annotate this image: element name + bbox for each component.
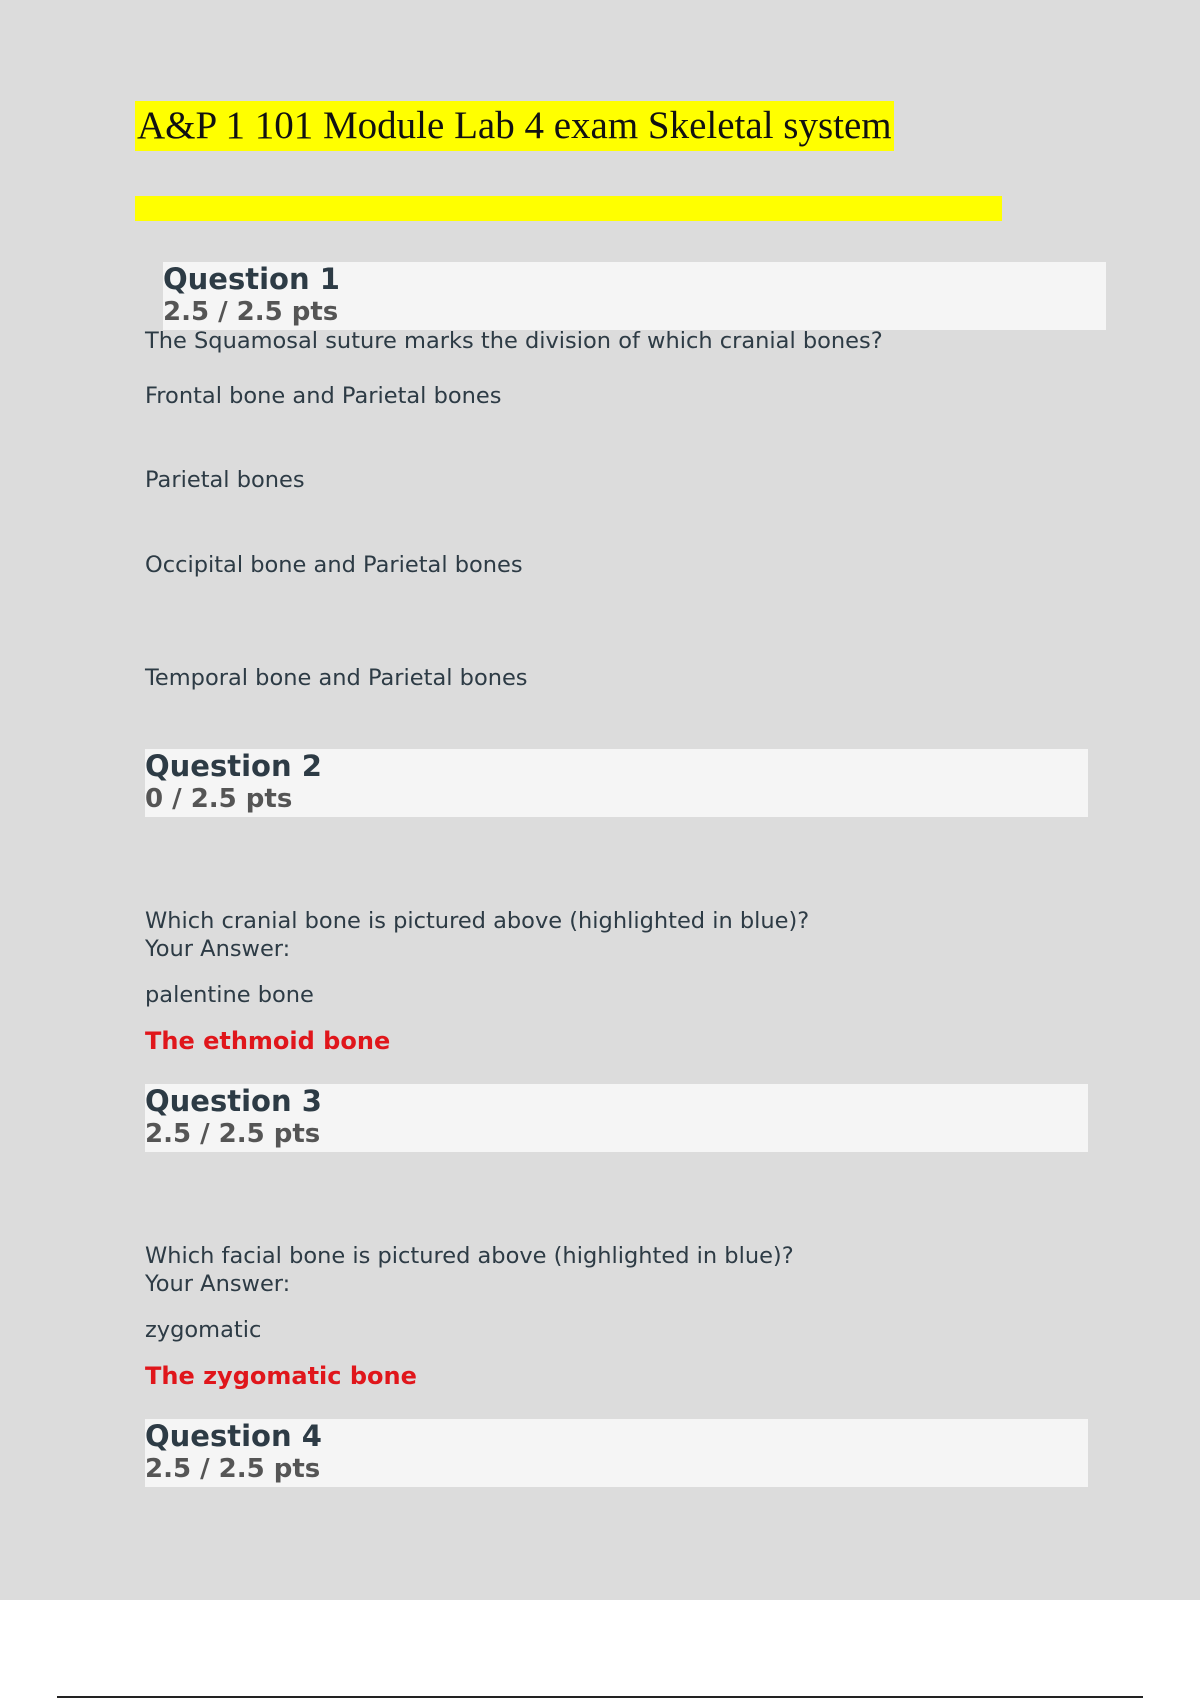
question-number: Question 2	[145, 749, 322, 783]
question-number: Question 3	[145, 1084, 322, 1118]
question-points: 2.5 / 2.5 pts	[163, 297, 339, 327]
question-number: Question 1	[163, 262, 340, 296]
document-title: A&P 1 101 Module Lab 4 exam Skeletal system	[135, 101, 894, 151]
your-answer-label: Your Answer:	[145, 936, 291, 962]
answer-option: Parietal bones	[145, 467, 305, 493]
your-answer: palentine bone	[145, 982, 314, 1008]
highlight-bar	[135, 196, 1002, 221]
question-points: 2.5 / 2.5 pts	[145, 1119, 321, 1149]
question-number: Question 4	[145, 1419, 322, 1453]
question-header	[163, 262, 1106, 330]
question-points: 0 / 2.5 pts	[145, 784, 293, 814]
question-header	[145, 1419, 1088, 1487]
question-header	[145, 1084, 1088, 1152]
answer-option: Occipital bone and Parietal bones	[145, 552, 523, 578]
answer-option: Temporal bone and Parietal bones	[145, 665, 528, 691]
question-prompt: Which cranial bone is pictured above (highlighted in blue)?	[145, 908, 810, 934]
correct-answer: The zygomatic bone	[145, 1362, 417, 1390]
correct-answer: The ethmoid bone	[145, 1027, 391, 1055]
answer-option: Frontal bone and Parietal bones	[145, 383, 502, 409]
question-header	[145, 749, 1088, 817]
question-prompt: The Squamosal suture marks the division of which cranial bones?	[145, 328, 883, 354]
your-answer-label: Your Answer:	[145, 1271, 291, 1297]
footer-divider	[57, 1696, 1143, 1698]
question-prompt: Which facial bone is pictured above (highlighted in blue)?	[145, 1243, 794, 1269]
question-points: 2.5 / 2.5 pts	[145, 1454, 321, 1484]
your-answer: zygomatic	[145, 1317, 262, 1343]
